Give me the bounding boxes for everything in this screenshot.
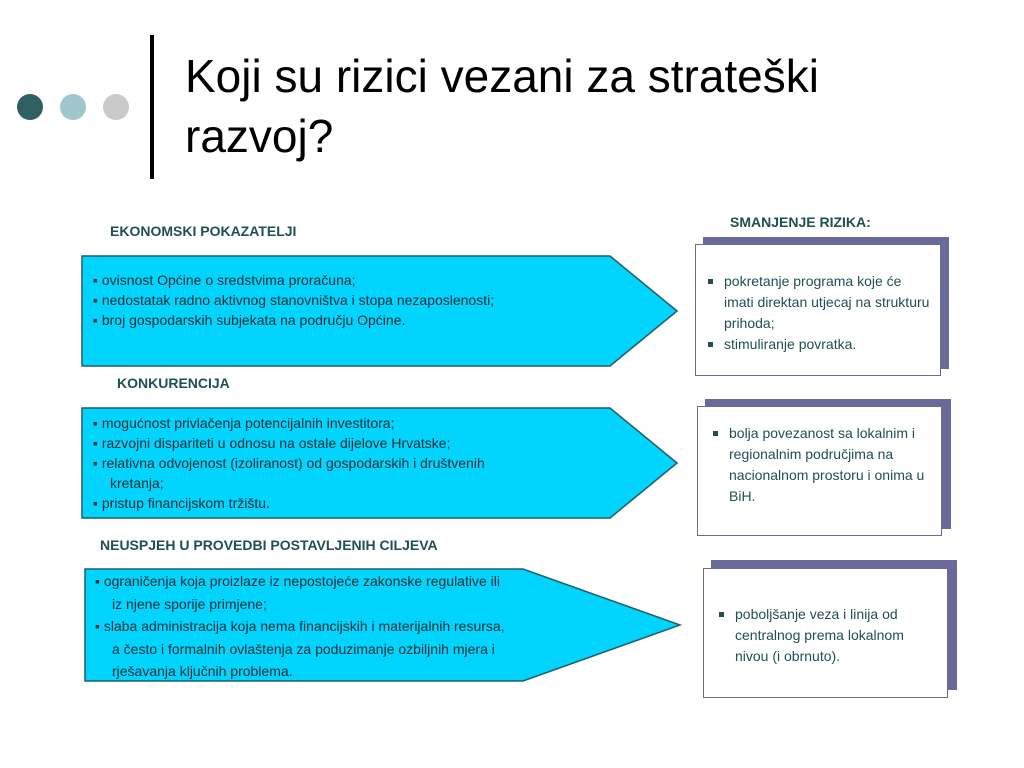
mitigation-item: stimuliranje povratka. bbox=[702, 334, 932, 355]
decorative-dot-grey bbox=[103, 94, 129, 120]
risk-item: ▪ relativna odvojenost (izoliranost) od gospodarskih i društvenih bbox=[93, 455, 485, 471]
risk-item: ▪ nedostatak radno aktivnog stanovništva i stopa nezaposlenosti; bbox=[93, 292, 495, 308]
risk-item: ▪ ovisnost Općine o sredstvima proračuna; bbox=[93, 272, 356, 288]
mitigation-item: bolja povezanost sa lokalnim i regionalnim područjima na nacionalnom prostoru i onima u BiH. bbox=[707, 423, 933, 507]
decorative-dot-light bbox=[60, 94, 86, 120]
risk-item-continuation: kretanja; bbox=[110, 475, 164, 491]
mitigation-list bbox=[713, 604, 939, 667]
risk-arrow-implementation bbox=[83, 567, 683, 683]
risk-item: ▪ ograničenja koja proizlaze iz nepostojeće zakonske regulative ili bbox=[95, 573, 500, 589]
mitigation-list bbox=[707, 423, 933, 507]
mitigation-box-competition bbox=[697, 406, 942, 536]
mitigation-item: poboljšanje veza i linija od centralnog prema lokalnom nivou (i obrnuto). bbox=[713, 604, 939, 667]
risk-arrow-competition bbox=[80, 406, 680, 520]
slide-title-line-1: Koji su rizici vezani za strateški bbox=[185, 50, 819, 102]
risk-item: ▪ broj gospodarskih subjekata na području Općine. bbox=[93, 312, 406, 328]
title-divider-bar bbox=[150, 35, 154, 179]
mitigation-list bbox=[702, 271, 932, 355]
risk-item-continuation: iz njene sporije primjene; bbox=[112, 595, 267, 612]
risk-item-continuation: a često i formalnih ovlaštenja za poduzimanje ozbiljnih mjera i bbox=[112, 640, 495, 657]
decorative-dot-dark bbox=[17, 94, 43, 120]
slide-title-line-2: razvoj? bbox=[185, 110, 334, 162]
risk-item: ▪ pristup financijskom tržištu. bbox=[93, 495, 270, 511]
risk-item: ▪ slaba administracija koja nema financijskih i materijalnih resursa, bbox=[95, 618, 505, 634]
section-heading-implementation: NEUSPJEH U PROVEDBI POSTAVLJENIH CILJEVA bbox=[100, 537, 438, 553]
mitigation-item: pokretanje programa koje će imati direktan utjecaj na strukturu prihoda; bbox=[702, 271, 932, 334]
risk-reduction-label: SMANJENJE RIZIKA: bbox=[730, 214, 871, 230]
risk-list bbox=[93, 270, 494, 330]
risk-item: ▪ razvojni dispariteti u odnosu na ostale dijelove Hrvatske; bbox=[93, 435, 451, 451]
risk-arrow-economic bbox=[80, 254, 680, 368]
slide-title bbox=[185, 46, 985, 166]
section-heading-competition: KONKURENCIJA bbox=[117, 375, 230, 391]
risk-item-continuation: rješavanja ključnih problema. bbox=[112, 663, 293, 679]
risk-list bbox=[93, 413, 485, 513]
risk-item: ▪ mogućnost privlačenja potencijalnih investitora; bbox=[93, 415, 395, 431]
mitigation-box-economic bbox=[695, 244, 941, 376]
risk-list bbox=[95, 570, 505, 683]
mitigation-box-implementation bbox=[703, 568, 948, 698]
section-heading-economic: EKONOMSKI POKAZATELJI bbox=[110, 223, 297, 239]
